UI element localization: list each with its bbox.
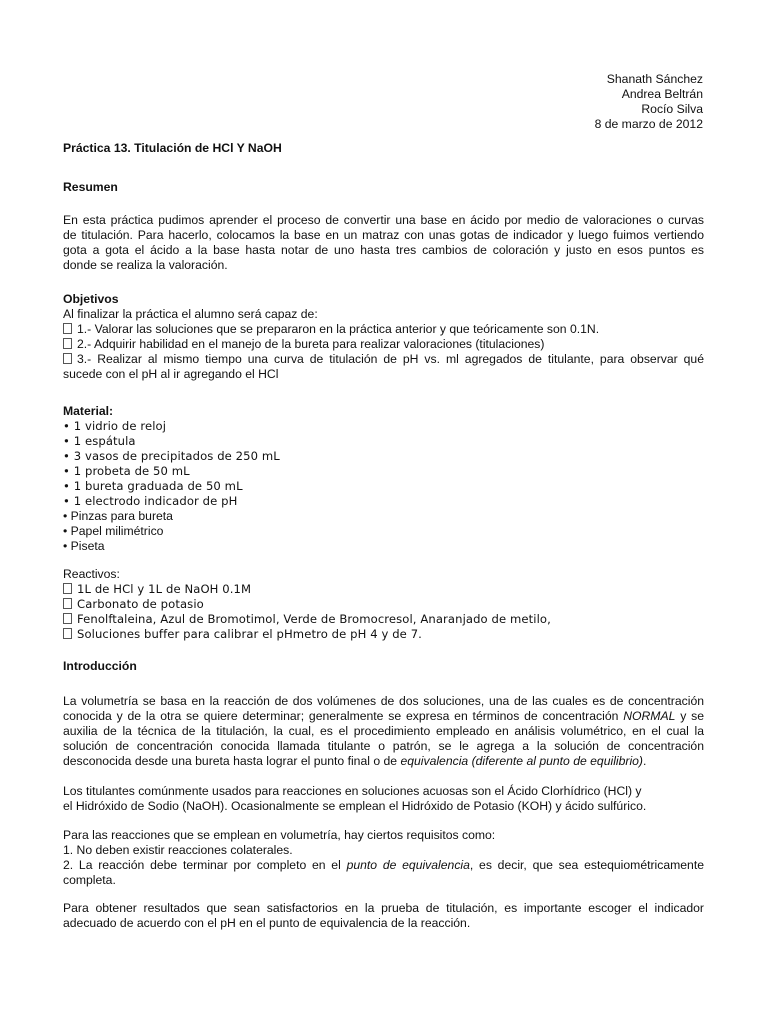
list-item-text: - Valorar las soluciones que se prepararon en la práctica anterior y que teóricamente son 0.1N. bbox=[87, 322, 600, 336]
text-run: y se bbox=[675, 709, 704, 723]
text-run: conocida y de la otra se quiere determinar; generalmente se expresa en términos de concentración bbox=[63, 709, 624, 723]
list-item-continuation: sucede con el pH al ir agregando el HCl bbox=[63, 367, 279, 381]
paragraph-line bbox=[63, 709, 704, 724]
paragraph-line: donde se realiza la valoración. bbox=[63, 258, 228, 272]
list-item: • 1 bureta graduada de 50 mL bbox=[63, 479, 243, 493]
paragraph-line: de titulación. Para hacerlo, colocamos la base en un matraz con unas gotas de indicador y luego fuimos vertiendo bbox=[63, 228, 704, 242]
list-item bbox=[63, 582, 704, 597]
section-heading-objetivos: Objetivos bbox=[63, 292, 119, 306]
emphasis-text: NORMAL bbox=[623, 709, 676, 723]
section-heading-introduccion: Introducción bbox=[63, 659, 137, 673]
list-item-text: Carbonato de potasio bbox=[77, 597, 204, 611]
list-item: • 1 espátula bbox=[63, 434, 136, 448]
checkbox-glyph-icon bbox=[63, 598, 72, 609]
list-item: • Pinzas para bureta bbox=[63, 509, 173, 523]
list-item bbox=[63, 627, 704, 642]
text-run: . bbox=[643, 754, 647, 768]
list-item-text: Fenolftaleina, Azul de Bromotimol, Verde de Bromocresol, Anaranjado de metilo, bbox=[77, 612, 551, 626]
paragraph-line: auxilia de la técnica de la titulación, la cual, es el procedimiento empleado en análisis volumétrico, en el cual la bbox=[63, 724, 704, 738]
resumen-paragraph bbox=[63, 213, 704, 273]
paragraph-line bbox=[63, 754, 704, 769]
paragraph-line: el Hidróxido de Sodio (NaOH). Ocasionalmente se emplean el Hidróxido de Potasio (KOH) y ácido sulfúrico. bbox=[63, 799, 647, 813]
text-run: 2. La reacción debe terminar por completo en el bbox=[63, 858, 347, 872]
paragraph-line bbox=[63, 858, 704, 873]
material-list bbox=[63, 419, 704, 509]
author-name: Rocío Silva bbox=[641, 102, 703, 116]
list-item: • Piseta bbox=[63, 539, 105, 553]
checkbox-glyph-icon bbox=[63, 613, 72, 624]
list-item: • 3 vasos de precipitados de 250 mL bbox=[63, 449, 280, 463]
list-item-text: - Adquirir habilidad en el manejo de la bureta para realizar valoraciones (titulaciones) bbox=[87, 337, 545, 351]
list-item-text: 1L de HCl y 1L de NaOH 0.1M bbox=[77, 582, 252, 596]
checkbox-glyph-icon bbox=[63, 353, 72, 364]
paragraph-line: Para obtener resultados que sean satisfactorios en la prueba de titulación, es importante escoger el indicador bbox=[63, 901, 704, 915]
list-item bbox=[63, 597, 704, 612]
section-heading-resumen: Resumen bbox=[63, 180, 118, 194]
document-date: 8 de marzo de 2012 bbox=[594, 117, 703, 131]
paragraph-line: La volumetría se basa en la reacción de dos volúmenes de dos soluciones, una de las cuales es de concentración bbox=[63, 694, 704, 708]
list-item-number: 2. bbox=[77, 337, 88, 351]
list-item: • 1 probeta de 50 mL bbox=[63, 464, 190, 478]
emphasis-text: punto de equivalencia bbox=[346, 858, 470, 872]
list-item: • Papel milimétrico bbox=[63, 524, 164, 538]
list-item bbox=[63, 322, 704, 337]
objetivos-intro: Al finalizar la práctica el alumno será capaz de: bbox=[63, 307, 318, 321]
text-run: , es decir, que sea estequiométricamente bbox=[469, 858, 704, 872]
paragraph-line: En esta práctica pudimos aprender el proceso de convertir una base en ácido por medio de valoraciones o curvas bbox=[63, 213, 704, 227]
paragraph-line: 1. No deben existir reacciones colaterales. bbox=[63, 843, 293, 857]
checkbox-glyph-icon bbox=[63, 323, 72, 334]
page-title: Práctica 13. Titulación de HCl Y NaOH bbox=[63, 141, 282, 155]
checkbox-glyph-icon bbox=[63, 628, 72, 639]
checkbox-glyph-icon bbox=[63, 338, 72, 349]
introduccion-paragraph-2 bbox=[63, 784, 704, 814]
paragraph-line: gota a gota el ácido a la base hasta notar de uno hasta tres cambios de coloración y justo en esos puntos es bbox=[63, 243, 704, 257]
author-block bbox=[595, 72, 703, 132]
section-heading-material: Material: bbox=[63, 404, 114, 418]
introduccion-paragraph-3 bbox=[63, 828, 704, 888]
list-item bbox=[63, 352, 704, 367]
list-item-number: 1. bbox=[77, 322, 88, 336]
list-item: • 1 vidrio de reloj bbox=[63, 419, 167, 433]
list-item-number: 3. bbox=[77, 352, 88, 366]
author-name: Andrea Beltrán bbox=[621, 87, 703, 101]
paragraph-line: Los titulantes comúnmente usados para reacciones en soluciones acuosas son el Ácido Clorhídrico (HCl) y bbox=[63, 784, 642, 798]
introduccion-paragraph-1 bbox=[63, 694, 704, 769]
emphasis-text: equivalencia (diferente al punto de equilibrio) bbox=[400, 754, 643, 768]
introduccion-paragraph-4 bbox=[63, 901, 704, 931]
checkbox-glyph-icon bbox=[63, 583, 72, 594]
list-item bbox=[63, 337, 704, 352]
list-item: • 1 electrodo indicador de pH bbox=[63, 494, 238, 508]
paragraph-line: completa. bbox=[63, 873, 116, 887]
list-item bbox=[63, 612, 704, 627]
document-body bbox=[63, 141, 704, 931]
author-name: Shanath Sánchez bbox=[606, 72, 703, 86]
paragraph-line: Para las reacciones que se emplean en volumetría, hay ciertos requisitos como: bbox=[63, 828, 496, 842]
paragraph-line: adecuado de acuerdo con el pH en el punto de equivalencia de la reacción. bbox=[63, 916, 471, 930]
text-run: desconocida desde una bureta hasta lograr el punto final o de bbox=[63, 754, 401, 768]
list-item-text: - Realizar al mismo tiempo una curva de titulación de pH vs. ml agregados de titulante, para observar qué bbox=[87, 352, 704, 366]
paragraph-line: solución de concentración conocida llamada titulante o patrón, se le agrega a la solución de concentración bbox=[63, 739, 704, 753]
section-heading-reactivos: Reactivos: bbox=[63, 567, 120, 581]
reactivos-list bbox=[63, 582, 704, 642]
list-item-text: Soluciones buffer para calibrar el pHmetro de pH 4 y de 7. bbox=[77, 627, 422, 641]
